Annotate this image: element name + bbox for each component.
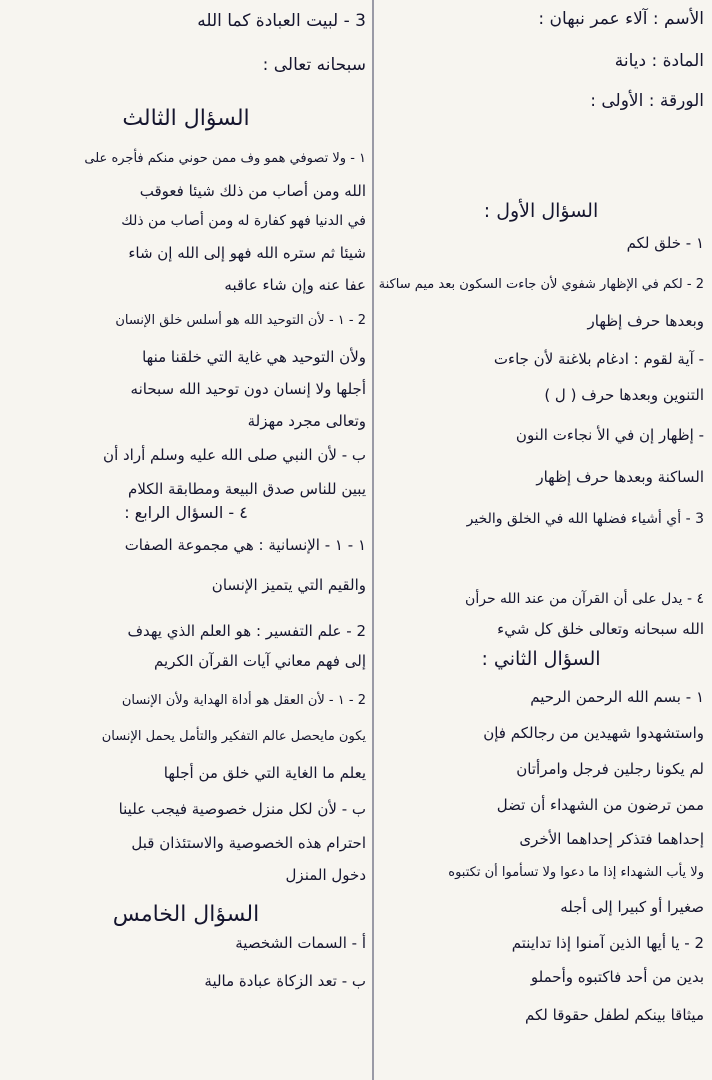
answer-line: - إظهار إن في الأ نجاءت النون xyxy=(515,426,704,444)
answer-line: سبحانه تعالى : xyxy=(262,55,366,75)
answer-line: 2 - ١ - لأن العقل هو أداة الهداية ولأن الإنسان xyxy=(121,693,366,708)
answer-line: ولا يأب الشهداء إذا ما دعوا ولا تسأموا أن تكتبوه xyxy=(448,865,704,880)
answer-line: وتعالى مجرد مهزلة xyxy=(247,412,366,430)
answer-line: ١ - بسم الله الرحمن الرحيم xyxy=(530,688,704,706)
answer-line: صغيرا أو كبيرا إلى أجله xyxy=(560,898,704,916)
question-three-heading: السؤال الثالث xyxy=(122,106,250,131)
answer-line: 3 - لبيت العبادة كما الله xyxy=(197,11,366,31)
right-column xyxy=(378,0,704,1080)
answer-line: ممن ترضون من الشهداء أن تضل xyxy=(496,796,704,814)
answer-line: أ - السمات الشخصية xyxy=(235,934,366,952)
question-two-heading: السؤال الثاني : xyxy=(481,648,601,670)
answer-line: وبعدها حرف إظهار xyxy=(587,312,704,330)
answer-line: ميثاقا بينكم لطفل حقوقا لكم xyxy=(525,1006,704,1024)
answer-line: ١ - ولا تصوفي همو وف ممن حوني منكم فأجره على xyxy=(84,151,366,166)
answer-line: أجلها ولا إنسان دون توحيد الله سبحانه xyxy=(130,380,366,398)
question-one-heading: السؤال الأول : xyxy=(483,200,599,222)
answer-line: احترام هذه الخصوصية والاستئذان قبل xyxy=(131,834,366,852)
answer-line: ١ - خلق لكم xyxy=(626,234,704,252)
answer-line: والقيم التي يتميز الإنسان xyxy=(211,576,366,594)
question-five-heading: السؤال الخامس xyxy=(112,902,260,927)
answer-line: 2 - ١ - لأن التوحيد الله هو أسلس خلق الإنسان xyxy=(115,313,366,328)
answer-line: يبين للناس صدق البيعة ومطابقة الكلام xyxy=(128,480,366,498)
answer-line: إحداهما فتذكر إحداهما الأخرى xyxy=(519,830,704,848)
student-name-line: الأسم : آلاء عمر نبهان : xyxy=(538,9,704,29)
subject-line: المادة : ديانة xyxy=(614,51,704,71)
answer-line: 3 - أي أشياء فضلها الله في الخلق والخير xyxy=(466,511,704,527)
question-four-heading: ٤ - السؤال الرابع : xyxy=(124,503,248,522)
answer-line: يعلم ما الغاية التي خلق من أجلها xyxy=(163,764,366,782)
answer-line: دخول المنزل xyxy=(285,866,366,884)
answer-line: 2 - لكم في الإظهار شفوي لأن جاءت السكون بعد ميم ساكنة xyxy=(378,277,704,292)
answer-line: واستشهدوا شهيدين من رجالكم فإن xyxy=(483,724,704,742)
left-column xyxy=(6,0,366,1080)
answer-line: عفا عنه وإن شاء عاقبه xyxy=(224,276,366,294)
answer-line: ب - تعد الزكاة عبادة مالية xyxy=(204,972,366,990)
answer-line: 2 - يا أيها الذين آمنوا إذا تداينتم xyxy=(511,934,704,952)
answer-line: ١ - ١ - الإنسانية : هي مجموعة الصفات xyxy=(124,536,366,554)
answer-line: يكون مايحصل عالم التفكير والتأمل يحمل الإنسان xyxy=(101,729,366,744)
answer-line: بدين من أحد فاكتبوه وأحملو xyxy=(530,968,704,986)
answer-line: 2 - علم التفسير : هو العلم الذي يهدف xyxy=(127,622,366,640)
answer-line: ٤ - يدل على أن القرآن من عند الله حرأن xyxy=(465,591,704,607)
answer-line: الساكنة وبعدها حرف إظهار xyxy=(536,468,704,486)
column-divider xyxy=(372,0,374,1080)
answer-line: - آية لقوم : ادغام بلاغنة لأن جاءت xyxy=(493,350,704,368)
answer-line: لم يكونا رجلين فرجل وامرأتان xyxy=(516,760,704,778)
answer-line: الله سبحانه وتعالى خلق كل شيء xyxy=(497,620,704,638)
answer-line: إلى فهم معاني آيات القرآن الكريم xyxy=(154,652,366,670)
answer-line: شيئا ثم ستره الله فهو إلى الله إن شاء xyxy=(128,244,366,262)
answer-line: ولأن التوحيد هي غاية التي خلقنا منها xyxy=(142,348,366,366)
answer-line: ب - لأن النبي صلى الله عليه وسلم أراد أن xyxy=(103,446,366,464)
answer-line: في الدنيا فهو كفارة له ومن أصاب من ذلك xyxy=(121,213,366,229)
answer-line: التنوين وبعدها حرف ( ل ) xyxy=(544,386,704,404)
answer-line: ب - لأن لكل منزل خصوصية فيجب علينا xyxy=(118,800,366,818)
paper-line: الورقة : الأولى : xyxy=(590,91,704,111)
answer-line: الله ومن أصاب من ذلك شيئا فعوقب xyxy=(139,182,366,200)
